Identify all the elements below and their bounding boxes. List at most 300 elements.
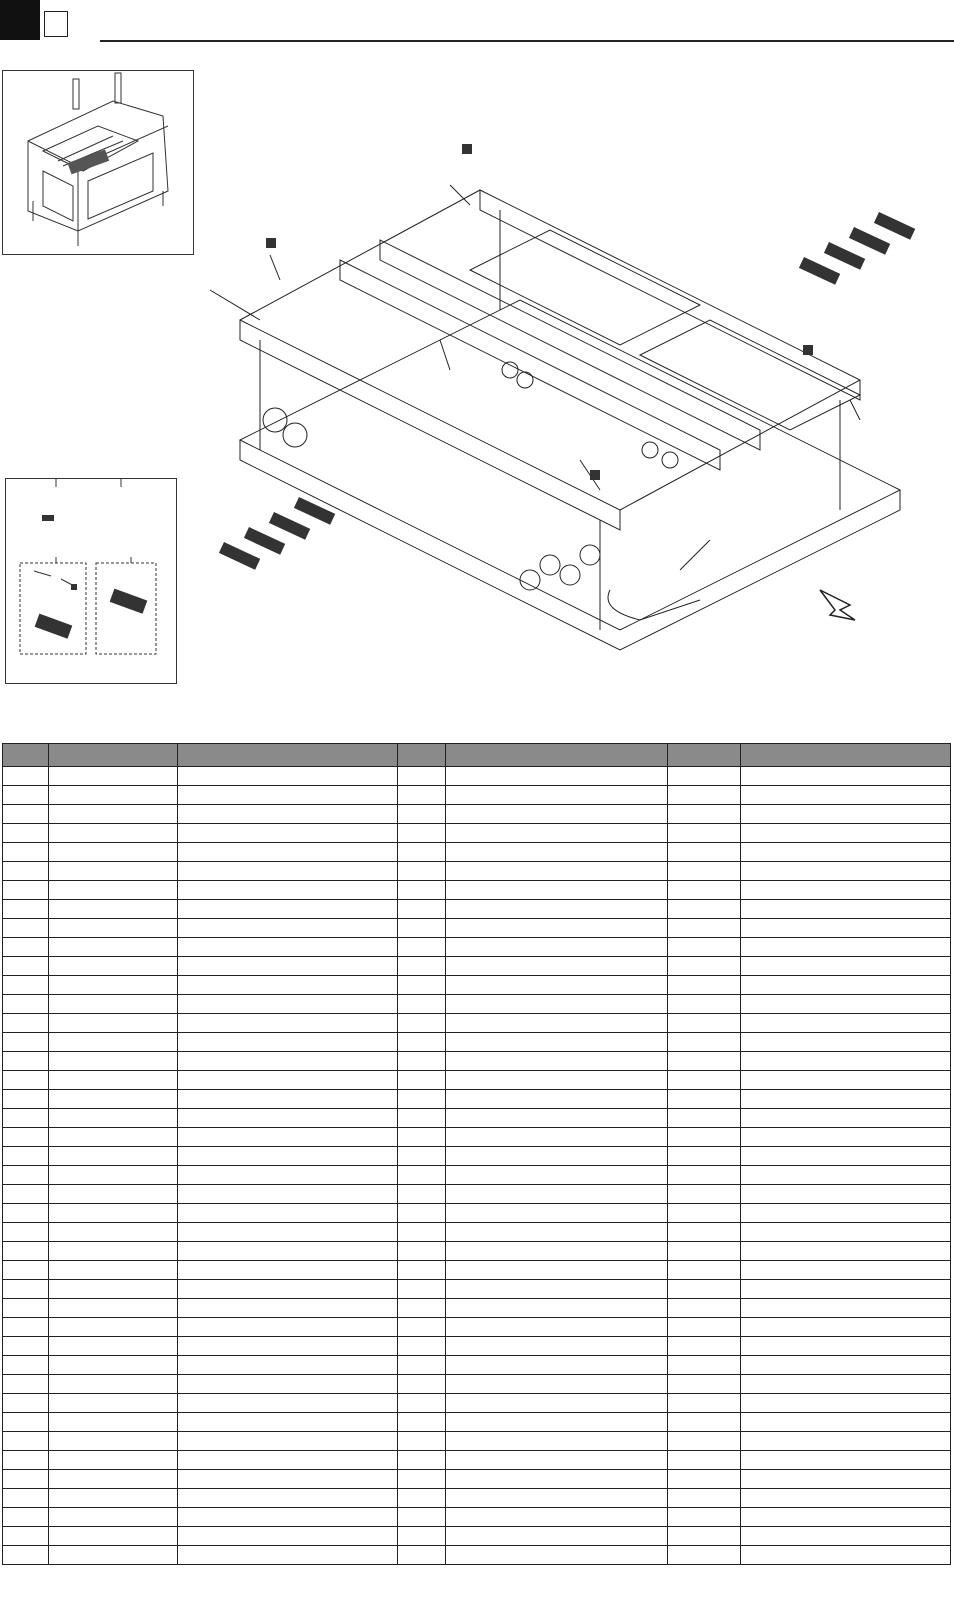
table-cell [398, 1489, 446, 1508]
table-cell [398, 862, 446, 881]
table-cell [398, 805, 446, 824]
table-row [3, 1261, 951, 1280]
table-row [3, 1185, 951, 1204]
table-cell [446, 900, 668, 919]
table-cell [3, 1527, 49, 1546]
table-cell [49, 1508, 178, 1527]
table-cell [446, 1508, 668, 1527]
table-cell [49, 1432, 178, 1451]
table-cell [398, 1356, 446, 1375]
table-cell [178, 1451, 398, 1470]
table-cell [49, 919, 178, 938]
table-cell [668, 1432, 741, 1451]
table-cell [3, 1489, 49, 1508]
table-cell [3, 1052, 49, 1071]
table-cell [3, 1318, 49, 1337]
table-cell [49, 1071, 178, 1090]
table-cell [398, 1166, 446, 1185]
table-cell [178, 1071, 398, 1090]
table-cell [668, 1147, 741, 1166]
reference-inset [5, 478, 177, 684]
header-cell [668, 744, 741, 767]
table-row [3, 995, 951, 1014]
table-cell [49, 1128, 178, 1147]
table-cell [178, 1299, 398, 1318]
table-cell [3, 1204, 49, 1223]
table-cell [178, 1185, 398, 1204]
table-cell [178, 995, 398, 1014]
table-cell [3, 881, 49, 900]
table-cell [398, 1318, 446, 1337]
table-cell [49, 1375, 178, 1394]
table-cell [741, 1356, 951, 1375]
table-cell [49, 843, 178, 862]
table-cell [668, 1280, 741, 1299]
table-cell [741, 1413, 951, 1432]
table-cell [3, 1470, 49, 1489]
table-cell [446, 919, 668, 938]
table-cell [3, 1299, 49, 1318]
table-cell [398, 1451, 446, 1470]
table-row [3, 1071, 951, 1090]
table-cell [741, 1394, 951, 1413]
table-cell [398, 1508, 446, 1527]
table-cell [3, 1109, 49, 1128]
table-cell [398, 1242, 446, 1261]
parts-table [2, 743, 951, 1565]
table-cell [446, 1280, 668, 1299]
table-cell [741, 1375, 951, 1394]
table-cell [3, 862, 49, 881]
table-cell [668, 976, 741, 995]
table-cell [668, 1356, 741, 1375]
table-cell [741, 1242, 951, 1261]
table-cell [446, 1546, 668, 1565]
table-cell [178, 805, 398, 824]
table-cell [49, 995, 178, 1014]
table-cell [398, 995, 446, 1014]
table-cell [3, 1546, 49, 1565]
table-row [3, 1508, 951, 1527]
table-cell [49, 1147, 178, 1166]
table-cell [446, 938, 668, 957]
table-cell [741, 786, 951, 805]
table-cell [446, 1489, 668, 1508]
table-cell [741, 1166, 951, 1185]
table-cell [49, 1299, 178, 1318]
table-cell [446, 824, 668, 843]
header-cell [398, 744, 446, 767]
table-cell [668, 1242, 741, 1261]
table-cell [741, 1071, 951, 1090]
table-cell [49, 1356, 178, 1375]
table-cell [741, 1128, 951, 1147]
table-cell [49, 1489, 178, 1508]
table-cell [398, 1432, 446, 1451]
table-cell [446, 1090, 668, 1109]
table-cell [741, 1147, 951, 1166]
machine-overview-thumbnail [2, 70, 194, 255]
table-cell [446, 1318, 668, 1337]
table-cell [446, 1261, 668, 1280]
table-cell [49, 824, 178, 843]
table-cell [3, 1090, 49, 1109]
table-cell [178, 843, 398, 862]
table-cell [49, 805, 178, 824]
table-cell [446, 1166, 668, 1185]
table-cell [3, 1451, 49, 1470]
table-row [3, 938, 951, 957]
table-cell [3, 1432, 49, 1451]
table-cell [446, 805, 668, 824]
table-row [3, 1337, 951, 1356]
table-cell [49, 767, 178, 786]
table-cell [398, 786, 446, 805]
table-cell [398, 1052, 446, 1071]
table-cell [741, 900, 951, 919]
table-cell [49, 1242, 178, 1261]
table-cell [398, 1090, 446, 1109]
table-cell [668, 767, 741, 786]
table-cell [741, 881, 951, 900]
table-cell [741, 1090, 951, 1109]
table-cell [668, 862, 741, 881]
table-cell [668, 1546, 741, 1565]
table-cell [3, 919, 49, 938]
table-cell [398, 1185, 446, 1204]
table-row [3, 1014, 951, 1033]
table-cell [446, 786, 668, 805]
section-marker-box [44, 11, 68, 37]
table-row [3, 1356, 951, 1375]
table-cell [446, 1470, 668, 1489]
table-cell [178, 1489, 398, 1508]
table-cell [49, 1451, 178, 1470]
table-cell [741, 1261, 951, 1280]
table-cell [398, 1223, 446, 1242]
table-cell [49, 1014, 178, 1033]
table-cell [398, 1109, 446, 1128]
table-cell [446, 1451, 668, 1470]
table-row [3, 1242, 951, 1261]
table-cell [741, 1052, 951, 1071]
header-cell [446, 744, 668, 767]
table-cell [741, 1508, 951, 1527]
table-cell [398, 1299, 446, 1318]
table-cell [668, 881, 741, 900]
table-cell [178, 881, 398, 900]
table-cell [446, 1394, 668, 1413]
table-cell [49, 1470, 178, 1489]
table-cell [398, 824, 446, 843]
table-cell [668, 1413, 741, 1432]
table-cell [3, 1071, 49, 1090]
table-cell [668, 1204, 741, 1223]
table-cell [741, 976, 951, 995]
table-cell [398, 1204, 446, 1223]
table-cell [668, 1033, 741, 1052]
table-row [3, 1204, 951, 1223]
table-row [3, 1527, 951, 1546]
table-cell [741, 1318, 951, 1337]
table-row [3, 1413, 951, 1432]
table-cell [49, 1318, 178, 1337]
table-cell [446, 1109, 668, 1128]
table-cell [3, 1413, 49, 1432]
table-cell [446, 1014, 668, 1033]
table-cell [49, 1109, 178, 1128]
table-cell [49, 1166, 178, 1185]
table-cell [446, 1242, 668, 1261]
table-cell [178, 1052, 398, 1071]
table-cell [668, 957, 741, 976]
table-cell [446, 767, 668, 786]
table-cell [3, 900, 49, 919]
table-cell [3, 1356, 49, 1375]
table-cell [178, 1166, 398, 1185]
table-cell [398, 919, 446, 938]
table-cell [3, 1014, 49, 1033]
table-cell [49, 1280, 178, 1299]
table-cell [668, 824, 741, 843]
table-cell [398, 1375, 446, 1394]
table-cell [741, 1527, 951, 1546]
table-cell [178, 1546, 398, 1565]
table-cell [668, 1375, 741, 1394]
table-cell [398, 1261, 446, 1280]
table-cell [446, 1185, 668, 1204]
table-cell [178, 1318, 398, 1337]
table-cell [668, 1394, 741, 1413]
table-cell [178, 1242, 398, 1261]
table-cell [741, 1280, 951, 1299]
table-row [3, 1280, 951, 1299]
table-cell [398, 938, 446, 957]
table-cell [398, 1413, 446, 1432]
table-cell [398, 1470, 446, 1489]
table-cell [741, 938, 951, 957]
header-cell [741, 744, 951, 767]
table-row [3, 1052, 951, 1071]
table-cell [446, 843, 668, 862]
table-cell [446, 1337, 668, 1356]
table-cell [741, 995, 951, 1014]
exploded-parts-diagram [200, 110, 954, 670]
table-cell [398, 881, 446, 900]
table-cell [49, 1223, 178, 1242]
table-cell [49, 1413, 178, 1432]
table-cell [178, 1432, 398, 1451]
table-cell [178, 1508, 398, 1527]
table-cell [668, 1337, 741, 1356]
table-cell [3, 843, 49, 862]
table-cell [668, 1489, 741, 1508]
table-cell [49, 1261, 178, 1280]
table-cell [446, 881, 668, 900]
table-row [3, 1299, 951, 1318]
table-cell [446, 862, 668, 881]
table-row [3, 900, 951, 919]
table-row [3, 881, 951, 900]
table-cell [668, 938, 741, 957]
table-cell [741, 1470, 951, 1489]
table-row [3, 805, 951, 824]
table-row [3, 824, 951, 843]
table-cell [398, 1128, 446, 1147]
table-cell [741, 862, 951, 881]
table-cell [178, 1033, 398, 1052]
table-cell [741, 1109, 951, 1128]
table-cell [741, 767, 951, 786]
table-cell [178, 767, 398, 786]
table-cell [3, 824, 49, 843]
table-cell [741, 1033, 951, 1052]
table-cell [668, 1128, 741, 1147]
table-cell [741, 824, 951, 843]
table-cell [446, 1527, 668, 1546]
table-cell [741, 1185, 951, 1204]
table-cell [3, 1261, 49, 1280]
table-cell [741, 919, 951, 938]
table-cell [668, 786, 741, 805]
table-cell [668, 1090, 741, 1109]
table-cell [3, 1033, 49, 1052]
table-cell [3, 1394, 49, 1413]
table-cell [3, 957, 49, 976]
table-cell [178, 938, 398, 957]
table-cell [178, 1356, 398, 1375]
table-cell [398, 1546, 446, 1565]
table-cell [741, 1451, 951, 1470]
table-row [3, 1223, 951, 1242]
table-cell [178, 1014, 398, 1033]
table-cell [49, 1204, 178, 1223]
table-cell [178, 1394, 398, 1413]
table-row [3, 1318, 951, 1337]
table-cell [668, 1470, 741, 1489]
table-cell [741, 843, 951, 862]
table-cell [3, 938, 49, 957]
table-cell [741, 1223, 951, 1242]
table-row [3, 1128, 951, 1147]
table-cell [668, 1052, 741, 1071]
table-cell [178, 862, 398, 881]
table-cell [741, 957, 951, 976]
table-cell [668, 805, 741, 824]
table-cell [49, 1394, 178, 1413]
table-cell [178, 1261, 398, 1280]
table-cell [741, 1432, 951, 1451]
table-cell [49, 862, 178, 881]
table-row [3, 1147, 951, 1166]
table-cell [398, 767, 446, 786]
table-cell [178, 900, 398, 919]
table-cell [3, 1337, 49, 1356]
table-cell [178, 1223, 398, 1242]
table-cell [398, 976, 446, 995]
table-cell [446, 1375, 668, 1394]
table-cell [49, 1527, 178, 1546]
table-row [3, 786, 951, 805]
table-row [3, 976, 951, 995]
table-cell [398, 1071, 446, 1090]
table-cell [398, 843, 446, 862]
table-cell [398, 1527, 446, 1546]
table-cell [3, 1185, 49, 1204]
table-cell [49, 938, 178, 957]
table-cell [398, 1280, 446, 1299]
table-cell [3, 995, 49, 1014]
table-cell [3, 805, 49, 824]
table-cell [446, 1356, 668, 1375]
table-cell [741, 1014, 951, 1033]
table-cell [668, 1109, 741, 1128]
table-cell [3, 1128, 49, 1147]
table-cell [49, 1337, 178, 1356]
table-row [3, 862, 951, 881]
table-cell [178, 1280, 398, 1299]
table-row [3, 1375, 951, 1394]
table-cell [398, 1033, 446, 1052]
table-cell [178, 1147, 398, 1166]
table-cell [49, 1052, 178, 1071]
table-cell [398, 1014, 446, 1033]
table-cell [3, 1508, 49, 1527]
table-cell [178, 1375, 398, 1394]
table-cell [49, 881, 178, 900]
table-row [3, 1489, 951, 1508]
table-cell [668, 1071, 741, 1090]
table-cell [446, 1033, 668, 1052]
table-cell [668, 995, 741, 1014]
table-cell [446, 1147, 668, 1166]
table-cell [446, 957, 668, 976]
table-cell [668, 1299, 741, 1318]
table-cell [741, 1337, 951, 1356]
table-cell [668, 843, 741, 862]
table-cell [741, 805, 951, 824]
table-cell [446, 1432, 668, 1451]
table-cell [446, 995, 668, 1014]
table-cell [668, 1318, 741, 1337]
header-rule [100, 40, 954, 42]
table-row [3, 843, 951, 862]
table-cell [668, 919, 741, 938]
table-cell [668, 1508, 741, 1527]
header-cell [49, 744, 178, 767]
table-cell [446, 1052, 668, 1071]
table-cell [178, 976, 398, 995]
table-cell [3, 767, 49, 786]
table-cell [668, 1527, 741, 1546]
table-row [3, 1432, 951, 1451]
table-cell [49, 1546, 178, 1565]
table-cell [49, 900, 178, 919]
table-cell [178, 1413, 398, 1432]
table-cell [446, 1299, 668, 1318]
table-cell [668, 900, 741, 919]
table-cell [3, 1375, 49, 1394]
table-cell [741, 1299, 951, 1318]
table-cell [49, 1033, 178, 1052]
table-cell [3, 786, 49, 805]
table-cell [668, 1451, 741, 1470]
table-cell [668, 1014, 741, 1033]
table-cell [178, 1090, 398, 1109]
table-cell [178, 1128, 398, 1147]
table-cell [178, 1527, 398, 1546]
table-cell [178, 957, 398, 976]
